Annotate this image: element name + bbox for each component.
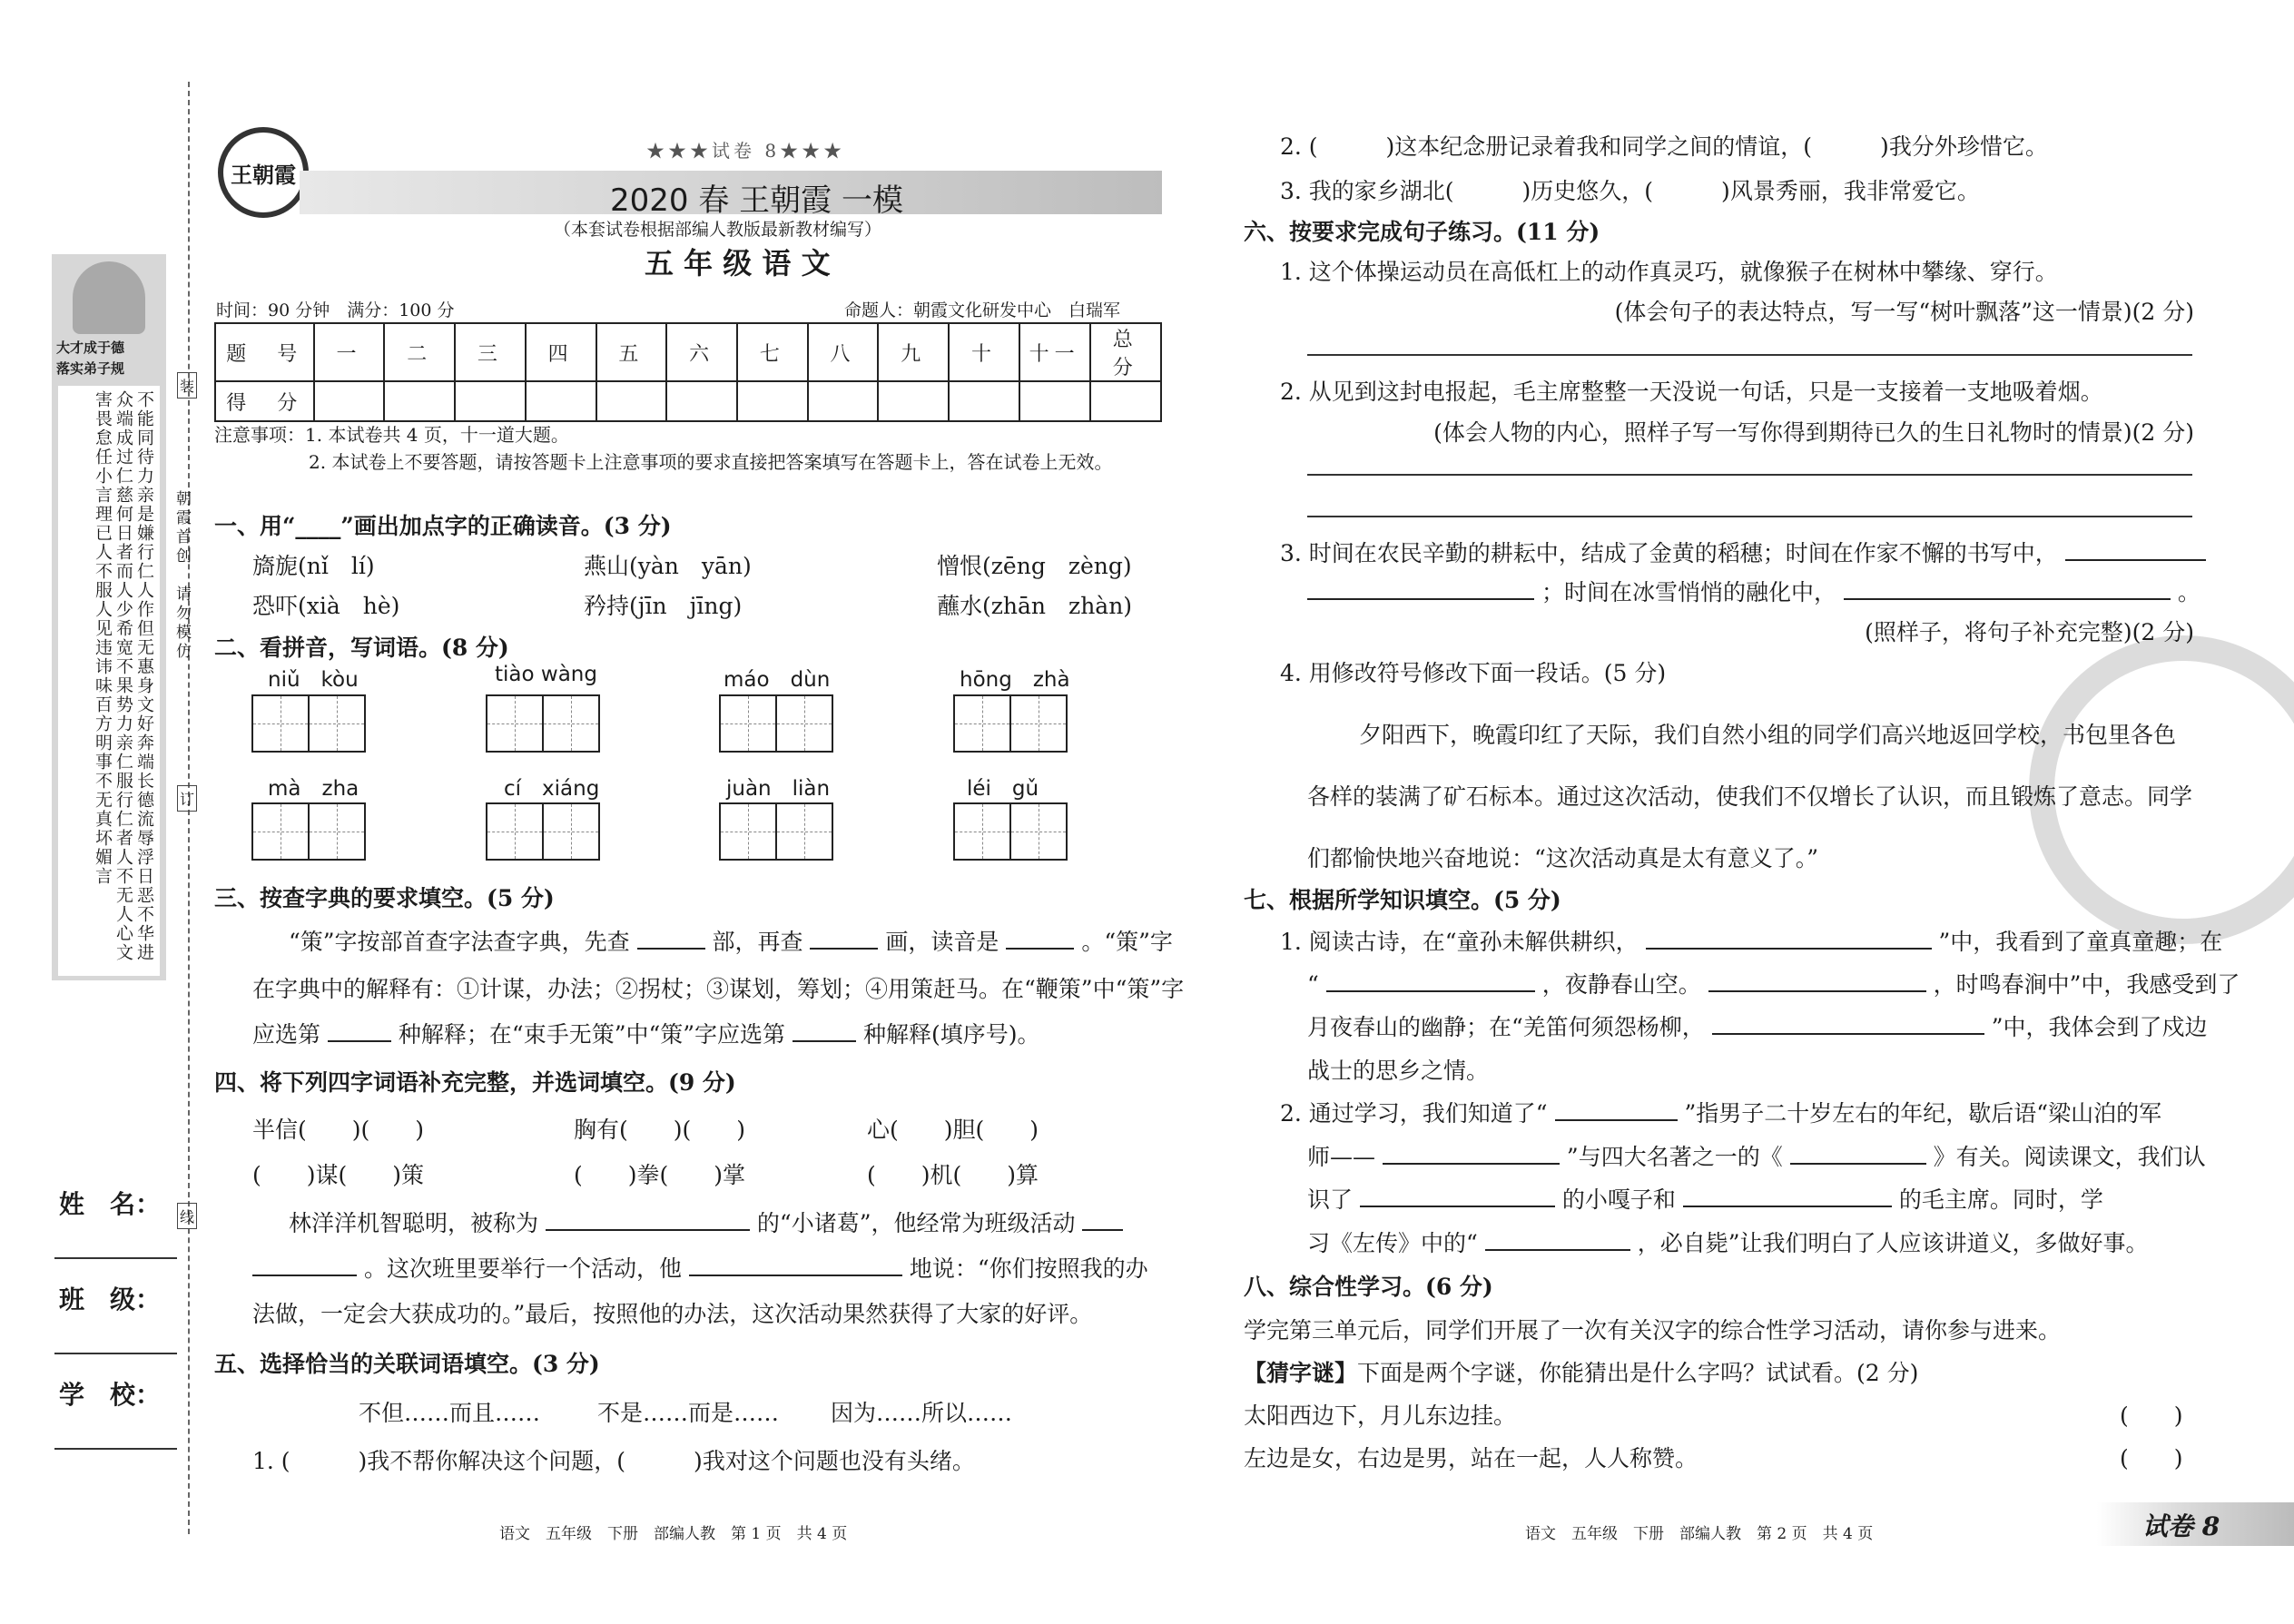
score-cell: 四 bbox=[526, 323, 596, 381]
q4-idiom[interactable]: ( )机( )算 bbox=[867, 1162, 1039, 1188]
q6-requirement: (体会句子的表达特点，写一写“树叶飘落”这一情景)(2 分) bbox=[1614, 299, 2194, 325]
q6-title: 六、按要求完成句子练习。(11 分) bbox=[1244, 219, 1600, 245]
q6-requirement: (体会人物的内心，照样子写一写你得到期待已久的生日礼物时的情景)(2 分) bbox=[1433, 419, 2194, 446]
score-input-cell[interactable] bbox=[878, 381, 949, 421]
score-input-cell[interactable] bbox=[596, 381, 667, 421]
q2-pinyin: léi gǔ bbox=[967, 777, 1039, 801]
notice-line1: 注意事项：1. 本试卷共 4 页，十一道大题。 bbox=[214, 424, 569, 446]
footer-badge: 试卷 8 bbox=[2142, 1511, 2220, 1541]
score-cell: 得 分 bbox=[215, 381, 314, 421]
score-cell: 五 bbox=[596, 323, 667, 381]
time-score: 时间：90 分钟 满分：100 分 bbox=[216, 300, 455, 320]
q3-blank[interactable] bbox=[328, 1019, 391, 1042]
q3-text: 应选第 bbox=[252, 1021, 321, 1048]
q6-answer-line[interactable] bbox=[1307, 516, 2192, 517]
q5-item[interactable]: 1. ( )我不帮你解决这个问题，( )我对这个问题也没有头绪。 bbox=[252, 1448, 975, 1474]
q6-sentence: 1. 这个体操运动员在高低杠上的动作真灵巧，就像猴子在树林中攀缘、穿行。 bbox=[1280, 259, 2058, 285]
q2-writing-grid[interactable] bbox=[486, 694, 598, 753]
score-cell: 三 bbox=[455, 323, 526, 381]
q2-writing-grid[interactable] bbox=[719, 802, 832, 861]
q7-text: 1. 阅读古诗，在“童孙未解供耕织， bbox=[1280, 929, 1639, 955]
q5-option: 不是……而是…… bbox=[597, 1400, 780, 1426]
q5-option: 因为……所以…… bbox=[831, 1400, 1013, 1426]
q6-blank[interactable] bbox=[1307, 576, 1534, 600]
q1-item: 旖旎(nǐ lí) bbox=[252, 553, 375, 579]
q2-writing-grid[interactable] bbox=[719, 694, 832, 753]
exam-author: 命题人：朝霞文化研发中心 白瑞军 bbox=[844, 300, 1121, 320]
q7-line bbox=[1307, 1225, 2149, 1258]
q4-para-line3: 法做，一定会大获成功的。”最后，按照他的办法，这次活动果然获得了大家的好评。 bbox=[252, 1301, 1093, 1327]
logo-text: 王朝霞 bbox=[231, 161, 296, 188]
q7-line: 战士的思乡之情。 bbox=[1307, 1058, 1490, 1084]
q7-blank[interactable] bbox=[1485, 1227, 1630, 1251]
q3-line2: 在字典中的解释有：①计谋，办法；②拐杖；③谋划，筹划；④用策赶马。在“鞭策”中“策”字 bbox=[252, 976, 1185, 1002]
footer-right: 语文 五年级 下册 部编人教 第 2 页 共 4 页 bbox=[1525, 1525, 1874, 1543]
q2-title: 二、看拼音，写词语。(8 分) bbox=[214, 635, 509, 661]
q1-item: 蘸水(zhān zhàn) bbox=[937, 593, 1133, 619]
score-cell: 一 bbox=[314, 323, 385, 381]
q7-blank[interactable] bbox=[1383, 1141, 1560, 1165]
q2-pinyin: juàn liàn bbox=[726, 777, 831, 801]
q3-line1 bbox=[289, 924, 1173, 957]
q7-text: “ bbox=[1307, 971, 1319, 998]
binding-tag-2: 订 bbox=[177, 785, 197, 812]
q7-text: ，必自毙”让我们明白了人应该讲道义，多做好事。 bbox=[1637, 1230, 2149, 1256]
q8-answer-paren[interactable]: ( ) bbox=[2120, 1445, 2183, 1471]
notice-line2: 2. 本试卷上不要答题，请按答题卡上注意事项的要求直接把答案填写在答题卡上，答在试卷上无效。 bbox=[309, 451, 1113, 473]
q5-item[interactable]: 3. 我的家乡湖北( )历史悠久，( )风景秀丽，我非常爱它。 bbox=[1280, 178, 1980, 204]
q3-text: 。“策”字 bbox=[1081, 929, 1173, 955]
q6-s3-line2 bbox=[1307, 575, 2200, 607]
exam-subtitle: （本套试卷根据部编人教版最新教材编写） bbox=[554, 220, 882, 240]
q6-paragraph[interactable]: 们都愉快地兴奋地说：“这次活动真是太有意义了。” bbox=[1307, 845, 1819, 871]
q7-text: 》有关。阅读课文，我们认 bbox=[1933, 1144, 2206, 1170]
q6-answer-line[interactable] bbox=[1307, 474, 2192, 476]
q1-item: 矜持(jīn jīng) bbox=[584, 593, 743, 619]
q7-text: ，夜静春山空。 bbox=[1541, 971, 1701, 998]
q2-pinyin: niǔ kòu bbox=[268, 668, 359, 692]
name-line[interactable] bbox=[54, 1257, 177, 1259]
score-input-cell[interactable] bbox=[949, 381, 1019, 421]
class-line[interactable] bbox=[54, 1353, 177, 1354]
q7-text: 月夜春山的幽静；在“羌笛何须怨杨柳， bbox=[1307, 1014, 1705, 1040]
sidebar-motto1: 大才成于德 bbox=[56, 340, 125, 356]
score-input-cell[interactable] bbox=[1090, 381, 1161, 421]
q6-blank[interactable] bbox=[1844, 576, 2171, 600]
binding-tag-3: 线 bbox=[177, 1203, 197, 1229]
q2-pinyin: tiào wàng bbox=[495, 663, 597, 686]
q3-blank[interactable] bbox=[810, 926, 878, 950]
score-cell: 十 bbox=[949, 323, 1019, 381]
q7-blank[interactable] bbox=[1360, 1184, 1555, 1207]
q2-writing-grid[interactable] bbox=[251, 802, 364, 861]
q2-pinyin: mà zha bbox=[268, 777, 359, 801]
q6-text: 。 bbox=[2177, 579, 2200, 605]
q2-pinyin: cí xiáng bbox=[504, 777, 600, 801]
q4-idiom[interactable]: ( )拳( )掌 bbox=[574, 1162, 746, 1188]
q7-text: 2. 通过学习，我们知道了“ bbox=[1280, 1100, 1548, 1127]
score-cell: 总 分 bbox=[1090, 323, 1161, 381]
q8-title: 八、综合性学习。(6 分) bbox=[1244, 1274, 1493, 1300]
q3-text: 画，读音是 bbox=[885, 929, 999, 955]
q7-text: 识了 bbox=[1307, 1186, 1354, 1213]
q1-title: 一、用“____”画出加点字的正确读音。(3 分) bbox=[214, 513, 672, 539]
q7-line bbox=[1307, 1009, 2208, 1042]
q7-blank[interactable] bbox=[1555, 1097, 1678, 1121]
score-input-cell[interactable] bbox=[808, 381, 879, 421]
score-cell: 题 号 bbox=[215, 323, 314, 381]
q8-riddle: 太阳西边下，月儿东边挂。 bbox=[1244, 1403, 1517, 1429]
q5-item[interactable]: 2. ( )这本纪念册记录着我和同学之间的情谊，( )我分外珍惜它。 bbox=[1280, 133, 2048, 160]
q2-writing-grid[interactable] bbox=[251, 694, 364, 753]
sidebar-figure-icon bbox=[73, 261, 145, 334]
q7-text: 习《左传》中的“ bbox=[1307, 1230, 1478, 1256]
score-cell: 七 bbox=[737, 323, 808, 381]
q2-writing-grid[interactable] bbox=[953, 694, 1066, 753]
q7-line bbox=[1280, 1096, 2161, 1128]
q7-blank[interactable] bbox=[1708, 969, 1926, 992]
q6-sentence: 2. 从见到这封电报起，毛主席整整一天没说一句话，只是一支接着一支地吸着烟。 bbox=[1280, 379, 2103, 405]
q4-idiom[interactable]: 胸有( )( ) bbox=[574, 1117, 746, 1143]
q4-text: 林洋洋机智聪明，被称为 bbox=[289, 1210, 539, 1236]
q4-blank[interactable] bbox=[546, 1207, 750, 1231]
q6-paragraph[interactable]: 各样的装满了矿石标本。通过这次活动，使我们不仅增长了认识，而且锻炼了意志。同学 bbox=[1307, 783, 2193, 810]
q4-blank[interactable] bbox=[689, 1253, 902, 1276]
score-table-score-row bbox=[215, 381, 1161, 421]
q5-option: 不但……而且…… bbox=[359, 1400, 541, 1426]
q7-line bbox=[1280, 924, 2222, 957]
score-cell: 九 bbox=[878, 323, 949, 381]
q6-s3-line1 bbox=[1280, 536, 2206, 568]
score-cell: 二 bbox=[384, 323, 455, 381]
q7-line bbox=[1307, 967, 2240, 999]
q7-text: 的毛主席。同时，学 bbox=[1898, 1186, 2103, 1213]
q3-blank[interactable] bbox=[1006, 926, 1074, 950]
school-label: 学 校： bbox=[59, 1380, 162, 1410]
score-input-cell[interactable] bbox=[314, 381, 385, 421]
q3-text: 种解释(填序号)。 bbox=[862, 1021, 1040, 1048]
q6-answer-line[interactable] bbox=[1307, 354, 2192, 356]
q4-text: 的“小诸葛”，他经常为班级活动 bbox=[756, 1210, 1076, 1236]
score-input-cell[interactable] bbox=[1019, 381, 1090, 421]
q4-idiom[interactable]: 心( )胆( ) bbox=[867, 1117, 1039, 1143]
q3-blank[interactable] bbox=[793, 1019, 856, 1042]
q5-title: 五、选择恰当的关联词语填空。(3 分) bbox=[214, 1351, 600, 1377]
q4-text: 。这次班里要举行一个活动，他 bbox=[363, 1255, 682, 1282]
logo-icon bbox=[218, 127, 309, 218]
q3-text: 种解释；在“束手无策”中“策”字应选第 bbox=[398, 1021, 786, 1048]
q4-para-line1 bbox=[289, 1206, 1123, 1238]
score-input-cell[interactable] bbox=[526, 381, 596, 421]
q7-blank[interactable] bbox=[1326, 969, 1535, 992]
q8-answer-paren[interactable]: ( ) bbox=[2120, 1403, 2183, 1429]
q7-title: 七、根据所学知识填空。(5 分) bbox=[1244, 887, 1561, 913]
q4-idiom[interactable]: ( )谋( )策 bbox=[252, 1162, 425, 1188]
q7-text: 师—— bbox=[1307, 1144, 1376, 1170]
q1-item: 恐吓(xià hè) bbox=[252, 593, 400, 619]
score-input-cell[interactable] bbox=[666, 381, 737, 421]
q2-writing-grid[interactable] bbox=[953, 802, 1066, 861]
score-input-cell[interactable] bbox=[384, 381, 455, 421]
q1-item: 憎恨(zēng zèng) bbox=[937, 553, 1132, 579]
q7-text: ，时鸣春涧中”中，我感受到了 bbox=[1933, 971, 2240, 998]
q7-text: ”指男子二十岁左右的年纪，歇后语“梁山泊的军 bbox=[1684, 1100, 2162, 1127]
q8-riddle-header bbox=[1244, 1355, 1918, 1388]
q6-text: ；时间在冰雪悄悄的融化中， bbox=[1541, 579, 1836, 605]
school-line[interactable] bbox=[54, 1448, 177, 1450]
q6-paragraph[interactable]: 夕阳西下，晚霞印红了天际，我们自然小组的同学们高兴地返回学校，书包里各色 bbox=[1359, 722, 2177, 748]
score-cell: 十一 bbox=[1019, 323, 1090, 381]
subject-title: 五 年 级 语 文 bbox=[645, 246, 831, 281]
q3-blank[interactable] bbox=[637, 926, 705, 950]
q4-text: 地说：“你们按照我的办 bbox=[909, 1255, 1148, 1282]
q2-writing-grid[interactable] bbox=[486, 802, 598, 861]
q4-para-line2 bbox=[252, 1251, 1148, 1284]
q6-sentence: 4. 用修改符号修改下面一段话。(5 分) bbox=[1280, 660, 1667, 686]
q7-blank[interactable] bbox=[1712, 1011, 1984, 1035]
q4-title: 四、将下列四字词语补充完整，并选词填空。(9 分) bbox=[214, 1069, 736, 1096]
q7-blank[interactable] bbox=[1683, 1184, 1892, 1207]
sidebar-motto2: 落实弟子规 bbox=[56, 360, 125, 377]
q2-pinyin: máo dùn bbox=[724, 668, 831, 692]
score-table-header-row bbox=[215, 323, 1161, 381]
sidebar-idiom-col: 不能同待力亲是嫌行仁人作但无惠身文好奔端长德流辱浮日恶不华进众端成过仁慈何日者而人少希宽不果势力亲仁服行仁者人不无人心文害畏怠任小言理已人不服人见违讳味百方明事不无真坏媚言 bbox=[93, 390, 154, 962]
stars-label: ★★★试卷 8★★★ bbox=[646, 140, 846, 162]
q8-riddle: 左边是女，右边是男，站在一起，人人称赞。 bbox=[1244, 1445, 1698, 1471]
score-input-cell[interactable] bbox=[737, 381, 808, 421]
q6-blank[interactable] bbox=[2065, 537, 2206, 561]
q3-text: “策”字按部首查字法查字典，先查 bbox=[289, 929, 630, 955]
q8-riddle-intro: 下面是两个字谜，你能猜出是什么字吗？试试看。(2 分) bbox=[1357, 1360, 1919, 1386]
score-cell: 八 bbox=[808, 323, 879, 381]
name-label: 姓 名： bbox=[59, 1189, 162, 1219]
score-cell: 六 bbox=[666, 323, 737, 381]
q7-text: ”中，我体会到了戍边 bbox=[1991, 1014, 2208, 1040]
q7-blank[interactable] bbox=[1646, 926, 1932, 950]
class-label: 班 级： bbox=[59, 1284, 162, 1314]
q4-blank[interactable] bbox=[1082, 1207, 1123, 1231]
binding-tag-1: 装 bbox=[177, 372, 197, 399]
footer-left: 语文 五年级 下册 部编人教 第 1 页 共 4 页 bbox=[499, 1525, 848, 1543]
q7-line bbox=[1307, 1139, 2206, 1172]
q7-text: ”与四大名著之一的《 bbox=[1566, 1144, 1783, 1170]
q7-blank[interactable] bbox=[1790, 1141, 1926, 1165]
q8-riddle-tag: 【猜字谜】 bbox=[1244, 1360, 1358, 1386]
q4-idiom[interactable]: 半信( )( ) bbox=[252, 1117, 425, 1143]
q7-line bbox=[1307, 1182, 2103, 1215]
q3-line3 bbox=[252, 1017, 1039, 1049]
exam-title: 2020 春 王朝霞 一模 bbox=[610, 182, 903, 219]
q8-intro: 学完第三单元后，同学们开展了一次有关汉字的综合性学习活动，请你参与进来。 bbox=[1244, 1317, 2062, 1343]
score-table bbox=[214, 322, 1162, 422]
q7-text: ”中，我看到了童真童趣；在 bbox=[1938, 929, 2223, 955]
q3-title: 三、按查字典的要求填空。(5 分) bbox=[214, 885, 555, 911]
q3-text: 部，再查 bbox=[712, 929, 803, 955]
q4-blank[interactable] bbox=[252, 1253, 357, 1276]
q2-pinyin: hōng zhà bbox=[960, 668, 1070, 692]
score-input-cell[interactable] bbox=[455, 381, 526, 421]
q1-item: 燕山(yàn yān) bbox=[584, 553, 752, 579]
q7-text: 的小嘎子和 bbox=[1561, 1186, 1676, 1213]
binding-vertical-text: 朝霞首创 请勿模仿 bbox=[172, 490, 191, 662]
q6-text: 3. 时间在农民辛勤的耕耘中，结成了金黄的稻穗；时间在作家不懈的书写中， bbox=[1280, 540, 2058, 566]
q6-requirement: (照样子，将句子补充完整)(2 分) bbox=[1865, 619, 2194, 645]
